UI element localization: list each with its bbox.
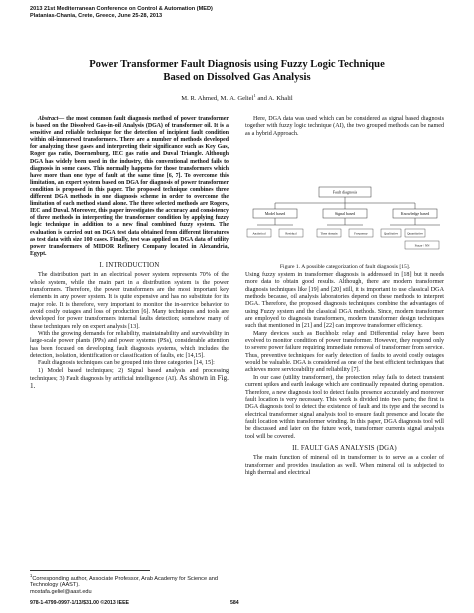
right-column-body: [245, 272, 444, 477]
intro-paragraph-1: The distribution part in an electrical power system represents 70% of the whole system, while the main part in a distribution system is the power transformers. Therefore, the power transformers are the most important key elements in any power system. It is quite expensive and has no substitute for its major role. It is therefore, very important to monitor the in-service behavior to avoid costly outages and loss of production [6]. Many techniques and tools are developed for power transformers internal faults detection; somehow many of these techniques rely on expert analysis [13].: [30, 272, 229, 330]
title-line-2: Based on Dissolved Gas Analysis: [163, 72, 311, 83]
footnote-text: Corresponding author, Associate Professor, Arab Academy for Science and Technology (AAST).: [30, 575, 218, 589]
author-names: M. R. Ahmed, M. A. Geliel: [181, 95, 254, 103]
paper-title: [30, 58, 444, 84]
figure-1-caption: Figure 1. A possible categorization of fault diagnosis [15].: [279, 264, 411, 270]
diagram-leaf-2: Residual: [285, 231, 297, 236]
footnote: [30, 573, 230, 596]
diagram-leaf-5: Qualitative: [383, 231, 399, 236]
diagram-leaf-3: Time domain: [320, 231, 338, 236]
title-line-1: Power Transformer Fault Diagnosis using Fuzzy Logic Technique: [89, 59, 385, 70]
abstract-text: — the most common fault diagnosis method of power transformer is based on the Dissolved Gas-in-oil Analysis (DGA) of transformer oil. It is a sensitive and reliable technique for the detection of incipient fault condition within oil-immersed transformers. There are a number of methods developed for analyzing these gases and interpreting their significance such as Key Gas, Roger gas ratio, Doernenburg, IEC gas ratio and Duval Triangle. Although DGA has widely been used in the industry, this conventional method fails to diagnosis in some cases. This normally happens for those transformers which have more than one type of fault at the same time [6, 7]. To overcome this limitation, an expert system based on DGA for diagnosis of power transformer condition is proposed in this paper. The proposed technique combines three different DGA methods in one diagnosis scheme in order to overcome the limitation of each method stand alone. The three selected methods are Rogers, IEC and Duval. Moreover, this paper investigates the accuracy and consistency of three methods in interpreting the transformer condition by applying fuzzy logic technique in addition to a new final combined fuzzy system. The evaluation is carried out on DGA test data obtained from different literatures as test data with size 100 cases. Finally, test was applied on DGA data of utility power transformers of MIDOR Refinery Company located in Alexandria, Egypt.: [30, 116, 229, 257]
diagram-branch-1: Model based: [264, 211, 286, 216]
intro-list-text: 1) Model based techniques; 2) Signal based analysis and processing techniques; 3) Fault diagnosis by artificial intelligence (AI).: [30, 367, 229, 383]
right-paragraph-1: Here, DGA data was used which can be considered as signal based diagnosis together with fuzzy logic technique (AI), the two grouped methods can be named as a hybrid Approach.: [245, 116, 444, 137]
author-footnote-mark: 1: [253, 93, 256, 98]
footnote-mark: 1: [30, 573, 33, 578]
footnote-email: mostafa.geliel@aast.edu: [30, 589, 92, 596]
diagram-branch-3: Knowledge based: [400, 211, 430, 216]
intro-list: [30, 368, 229, 392]
copyright-line: 978-1-4799-0997-1/13/$31.00 ©2013 IEEE: [30, 600, 130, 606]
conference-header: [30, 6, 213, 20]
diagram-root-label: Fault diagnosis: [332, 189, 358, 195]
author-names-tail: and A. Khalil: [255, 95, 293, 103]
page-number: 584: [230, 600, 239, 606]
diagram-leaf-4: Frequency: [354, 231, 368, 236]
left-column: [30, 116, 229, 392]
abstract: [30, 116, 229, 258]
diagram-leaf-1: Analytical: [252, 231, 266, 236]
abstract-label: Abstract: [38, 116, 59, 122]
diagram-branch-2: Signal based: [334, 211, 356, 216]
right-paragraph-5: The main function of mineral oil in transformer is to serve as a cooler of transformer and provides insulation as well. When mineral oil is subjected to high thermal and electrical: [245, 455, 444, 476]
section-heading-introduction: I. INTRODUCTION: [99, 261, 160, 269]
author-list: [30, 92, 444, 103]
right-paragraph-2: Using fuzzy system in transformer diagnosis is addressed in [18] but it needs more data to obtain good results. Although, there are modern transformer diagnosis techniques like [19] and [20] still, it is important to use classical DGA methods because, oil analysis laboratories depend on these methods to interpret DGA. Therefore, the proposed diagnosis techniques combine the advantages of using Fuzzy system and the classical DGA methods. Since, modern transformer are employed to diagnosis transformers, modern transformer design techniques such that mentioned in [21] and [22] can improve transformer efficiency.: [245, 272, 444, 330]
footnote-divider: [30, 570, 150, 571]
figure-reference: As shown in Fig. 1.: [30, 374, 229, 391]
section-heading-dga: II. FAULT GAS ANALYSIS (DGA): [292, 444, 397, 452]
diagram-leaf-7: Fuzzy / NN: [414, 243, 430, 248]
conference-location: Platanias-Chania, Crete, Greece, June 25-28, 2013: [30, 13, 163, 19]
right-column-top: [245, 116, 444, 138]
intro-paragraph-3: Fault diagnosis techniques can be grouped into three categories [14, 15]:: [38, 360, 215, 367]
diagram-leaf-6: Quantitative: [407, 231, 423, 236]
right-paragraph-3: Many devices such as Buchholz relay and Differential relay have been evolved to monitor condition of power transformer. However, they respond only to severe power failure requiring immediate removal of transformer from service. Thus, preventive techniques for early detection of faults to avoid costly outages would be valuable. DGA is considered as one of the best efficient techniques that achieves more serviceability and reliability [7].: [245, 330, 444, 374]
conference-name: 2013 21st Mediterranean Conference on Control & Automation (MED): [30, 6, 213, 12]
figure-1-diagram: [245, 185, 445, 255]
right-paragraph-4: In our case (utility transformer), the protection relay fails to detect transient current spikes and earth leakage which are continually repeated during operation. Therefore, a new diagnosis tool to detect faults presence accurately and moreover fault location is very necessary. This work is divided into two parts; the first is DGA diagnosis tool to detect the existence of fault and its type and the second is electrical transformer signal analysis tool to ensure fault presence and locate the fault location within transformer winding. In this paper, DGA diagnosis tool will be discussed and later on the future work, transformer currents signal analysis tool will be covered.: [245, 374, 444, 440]
intro-paragraph-2: With the growing demands for reliability, maintainability and survivability in large-scale power plants (PPs) and power systems (PSs), considerable attention has been focused on developing fault diagnosis systems, which includes the detection, isolation, identification or classification of faults, etc [14,15].: [30, 330, 229, 359]
